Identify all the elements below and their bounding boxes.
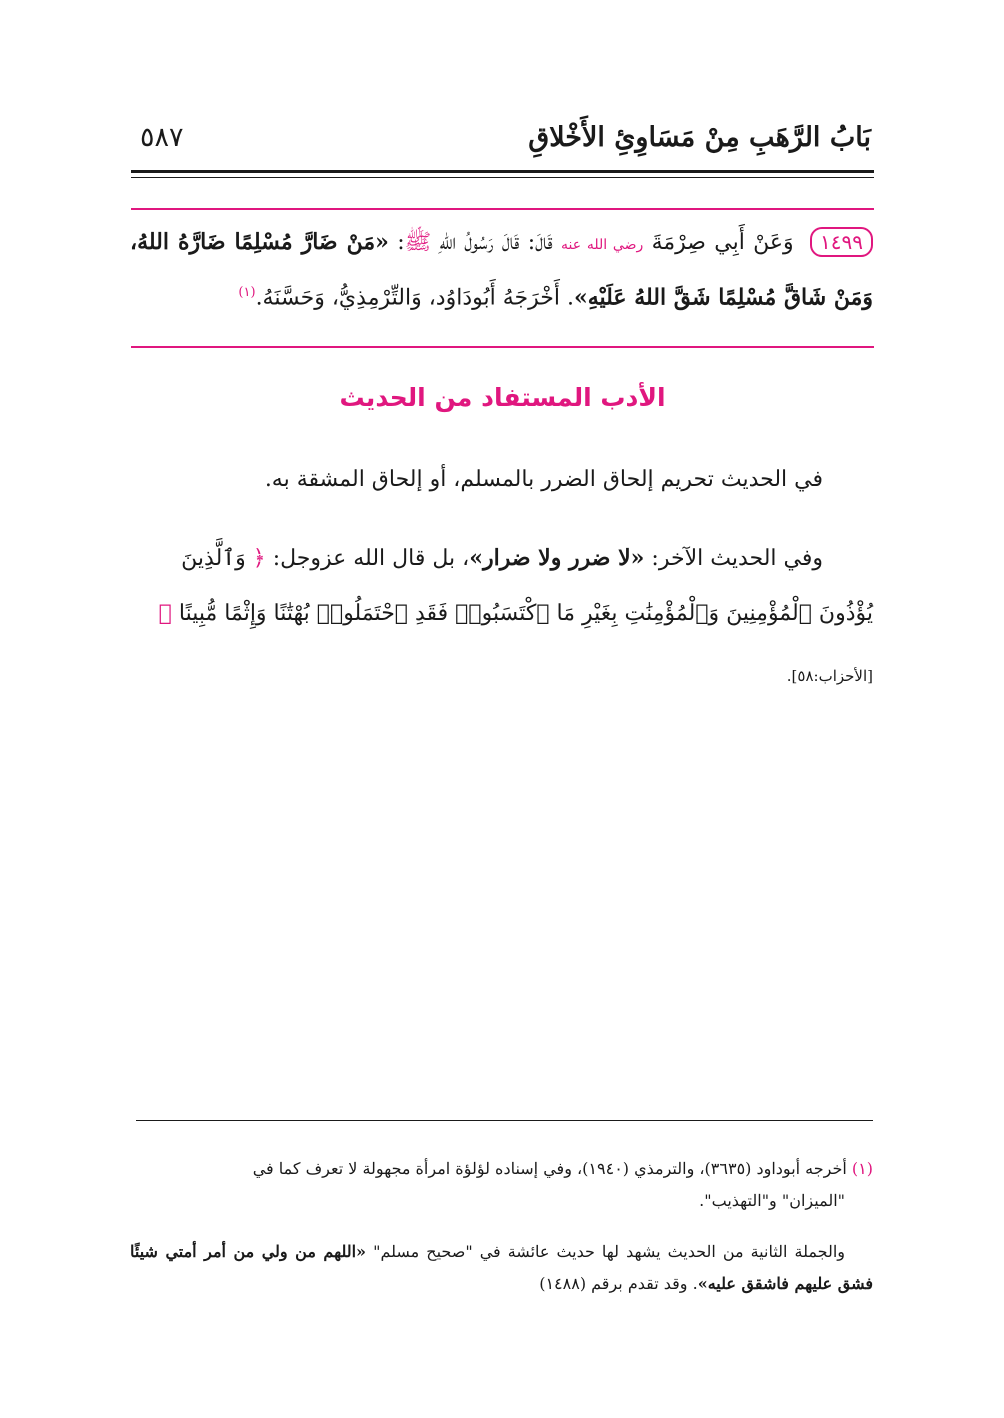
verse-reference: [الأحزاب:٥٨]. <box>786 667 873 685</box>
verse-part-2: يُؤْذُونَ ٱلْمُؤْمِنِينَ وَٱلْمُؤْمِنَٰتِ بِغَيْرِ مَا ٱكْتَسَبُوا۟ فَقَدِ ٱحْتَمَلُوا۟ بُهْتَٰنًا وَإِثْمًا مُّبِينًا <box>178 601 873 626</box>
benefit-paragraph-1: في الحديث تحريم إلحاق الضرر بالمسلم، أو إلحاق المشقة به. <box>264 467 823 492</box>
page-number: ٥٨٧ <box>140 122 184 153</box>
verse-open-bracket: ﴿ <box>252 546 266 571</box>
footnote-ref-1[interactable]: (١) <box>238 285 256 300</box>
hadith-bottom-divider <box>131 346 874 348</box>
verse-line <box>130 590 873 638</box>
footnote-separator <box>136 1120 873 1121</box>
running-header-title: بَابُ الرَّهَبِ مِنْ مَسَاوِئِ الأَخْلاقِ <box>528 122 871 153</box>
hadith-colon: : <box>397 230 405 255</box>
para2-quote: «لا ضرر ولا ضرار» <box>469 545 645 571</box>
footnote-1 <box>130 1153 873 1217</box>
footnote-2-text: والجملة الثانية من الحديث يشهد لها حديث عائشة في "صحيح مسلم" <box>373 1242 845 1261</box>
footnote-1-continued <box>130 1236 873 1300</box>
footnote-1-text-cont: "الميزان" و"التهذيب". <box>699 1191 845 1210</box>
header-rule-thick <box>131 170 874 173</box>
verse-close-bracket: ﴾ <box>158 601 172 626</box>
hadith-text <box>130 218 873 322</box>
hadith-narration-lead: قَالَ: قَالَ رَسُولُ اللهِ <box>439 230 553 255</box>
footnote-2-bold-quote: «اللهم من ولي من أمر أمتي شيئًا فشق عليهم فاشقق عليه» <box>130 1242 873 1293</box>
prophet-honorific: ﷺ <box>404 230 432 255</box>
hadith-takhrij: . أَخْرَجَهُ أَبُودَاوُد، وَالتِّرْمِذِيُّ، وَحَسَّنَهُ. <box>255 285 574 311</box>
footnote-1-marker: (١) <box>851 1159 873 1178</box>
footnote-1-text: أخرجه أبوداود (٣٦٣٥)، والترمذي (١٩٤٠)، وفي إسناده لؤلؤة امرأة مجهولة لا تعرف كما في <box>252 1159 847 1178</box>
header-rule-thin <box>131 177 874 178</box>
companion-honorific: رضي الله عنه <box>560 237 644 253</box>
hadith-intro: وَعَنْ أَبِي صِرْمَةَ <box>651 230 794 255</box>
hadith-top-divider <box>131 208 874 210</box>
hadith-matn: «مَنْ ضَارَّ مُسْلِمًا ضَارَّهُ اللهُ، وَمَنْ شَاقَّ مُسْلِمًا شَقَّ اللهُ عَلَيْهِ» <box>130 229 873 311</box>
para2-mid: ، بل قال الله عزوجل: <box>272 546 470 571</box>
hadith-number-badge: ١٤٩٩ <box>810 227 873 257</box>
section-heading: الأدب المستفاد من الحديث <box>339 383 666 412</box>
verse-part-1: وَٱلَّذِينَ <box>181 546 246 571</box>
benefit-paragraph-2 <box>130 530 873 587</box>
para2-lead: وفي الحديث الآخر: <box>651 546 823 571</box>
footnote-2-end: . وقد تقدم برقم (١٤٨٨) <box>539 1274 698 1293</box>
